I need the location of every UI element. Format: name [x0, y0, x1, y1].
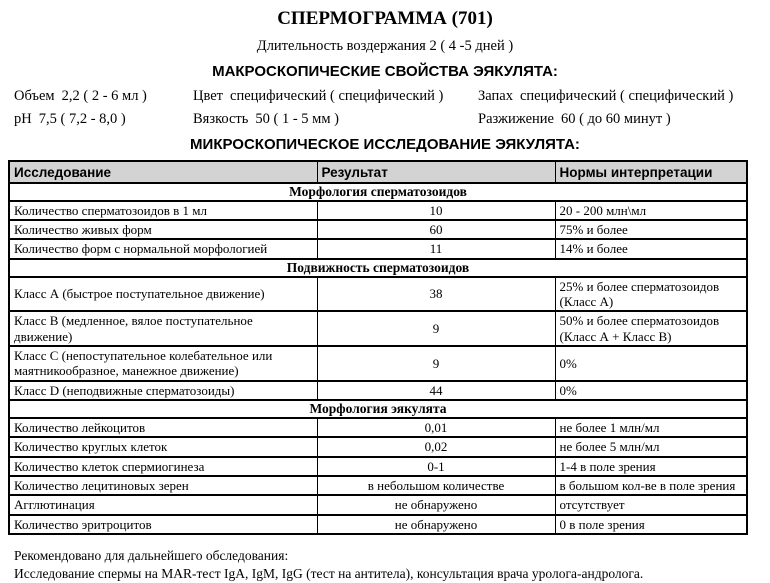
cell-norm: 25% и более сперматозоидов (Класс А) — [555, 277, 747, 312]
page-title: СПЕРМОГРАММА (701) — [277, 8, 493, 29]
cell-parameter: Класс D (неподвижные сперматозоиды) — [9, 381, 317, 400]
cell-parameter: Класс В (медленное, вялое поступательное движение) — [9, 311, 317, 346]
cell-norm: 0% — [555, 346, 747, 381]
cell-result: не обнаружено — [317, 515, 555, 534]
table-row — [9, 346, 747, 381]
table-row — [9, 381, 747, 400]
macro-label: Разжижение — [478, 110, 554, 127]
cell-norm: 20 - 200 млн\мл — [555, 201, 747, 220]
cell-norm: 75% и более — [555, 220, 747, 239]
cell-result: 60 — [317, 220, 555, 239]
cell-result: 44 — [317, 381, 555, 400]
table-section-title: Морфология эякулята — [9, 400, 747, 418]
cell-result: 10 — [317, 201, 555, 220]
macro-label: Вязкость — [193, 110, 249, 127]
cell-norm: не более 5 млн/мл — [555, 437, 747, 456]
cell-norm: 1-4 в поле зрения — [555, 457, 747, 476]
macro-value: 7,5 ( 7,2 - 8,0 ) — [38, 110, 126, 127]
cell-parameter: Агглютинация — [9, 495, 317, 514]
macro-value: 50 ( 1 - 5 мм ) — [255, 110, 339, 127]
table-row — [9, 277, 747, 312]
macro-item-liquefaction — [478, 112, 770, 128]
table-section-row — [9, 183, 747, 201]
cell-result: 0,02 — [317, 437, 555, 456]
recommendations-text: Исследование спермы на MAR-тест IgA, IgM, IgG (тест на антитела), консультация врача уролога-андролога. — [14, 565, 644, 581]
recommendations-title: Рекомендовано для дальнейшего обследования: — [14, 547, 289, 563]
table-header-row — [9, 161, 747, 183]
macro-item-color — [193, 89, 478, 105]
table-row — [9, 437, 747, 456]
table-row — [9, 239, 747, 258]
cell-result: не обнаружено — [317, 495, 555, 514]
cell-norm: 14% и более — [555, 239, 747, 258]
macro-value: специфический ( специфический ) — [230, 88, 444, 104]
cell-parameter: Количество форм с нормальной морфологией — [9, 239, 317, 258]
macro-item-viscosity — [193, 112, 478, 128]
macro-item-ph — [14, 112, 193, 128]
cell-result: 9 — [317, 346, 555, 381]
abstinence-line: Длительность воздержания 2 ( 4 -5 дней ) — [256, 38, 514, 54]
macro-label: Объем — [14, 88, 55, 104]
table-section-title: Подвижность сперматозоидов — [9, 259, 747, 277]
table-section-title: Морфология сперматозоидов — [9, 183, 747, 201]
cell-norm: не более 1 млн/мл — [555, 418, 747, 437]
table-row — [9, 495, 747, 514]
cell-result: 9 — [317, 311, 555, 346]
macro-value: 2,2 ( 2 - 6 мл ) — [61, 88, 147, 104]
table-section-row — [9, 259, 747, 277]
table-row — [9, 311, 747, 346]
cell-norm: 0% — [555, 381, 747, 400]
cell-parameter: Количество лецитиновых зерен — [9, 476, 317, 495]
macro-item-volume — [14, 89, 193, 105]
table-row — [9, 220, 747, 239]
microscopic-heading: МИКРОСКОПИЧЕСКОЕ ИССЛЕДОВАНИЕ ЭЯКУЛЯТА: — [190, 135, 580, 153]
table-row — [9, 515, 747, 534]
macro-label: Цвет — [193, 88, 224, 104]
recommendations — [14, 547, 770, 583]
cell-parameter: Количество живых форм — [9, 220, 317, 239]
cell-result: 0,01 — [317, 418, 555, 437]
column-header-result: Результат — [317, 161, 555, 183]
cell-result: 38 — [317, 277, 555, 312]
macro-value: 60 ( до 60 минут ) — [560, 110, 671, 127]
table-row — [9, 418, 747, 437]
table-row — [9, 201, 747, 220]
cell-result: 0-1 — [317, 457, 555, 476]
cell-norm: в большом кол-ве в поле зрения — [555, 476, 747, 495]
macro-value: специфический ( специфический ) — [519, 88, 734, 104]
cell-parameter: Класс А (быстрое поступательное движение) — [9, 277, 317, 312]
microscopy-table — [8, 160, 748, 535]
cell-parameter: Количество эритроцитов — [9, 515, 317, 534]
cell-parameter: Класс С (непоступательное колебательное или маятникообразное, манежное движение) — [9, 346, 317, 381]
cell-norm: 0 в поле зрения — [555, 515, 747, 534]
table-row — [9, 457, 747, 476]
cell-result: в небольшом количестве — [317, 476, 555, 495]
cell-parameter: Количество круглых клеток — [9, 437, 317, 456]
cell-parameter: Количество сперматозоидов в 1 мл — [9, 201, 317, 220]
cell-parameter: Количество лейкоцитов — [9, 418, 317, 437]
macroscopic-properties — [0, 89, 770, 128]
macro-label: Запах — [478, 88, 513, 104]
cell-norm: отсутствует — [555, 495, 747, 514]
cell-parameter: Количество клеток спермиогинеза — [9, 457, 317, 476]
microscopy-table-body — [9, 183, 747, 534]
cell-result: 11 — [317, 239, 555, 258]
cell-norm: 50% и более сперматозоидов (Класс А + Класс В) — [555, 311, 747, 346]
table-row — [9, 476, 747, 495]
table-section-row — [9, 400, 747, 418]
column-header-parameter: Исследование — [9, 161, 317, 183]
macro-label: pH — [14, 110, 32, 127]
macro-item-smell — [478, 89, 770, 105]
column-header-norm: Нормы интерпретации — [555, 161, 747, 183]
macroscopic-heading: МАКРОСКОПИЧЕСКИЕ СВОЙСТВА ЭЯКУЛЯТА: — [212, 63, 558, 80]
